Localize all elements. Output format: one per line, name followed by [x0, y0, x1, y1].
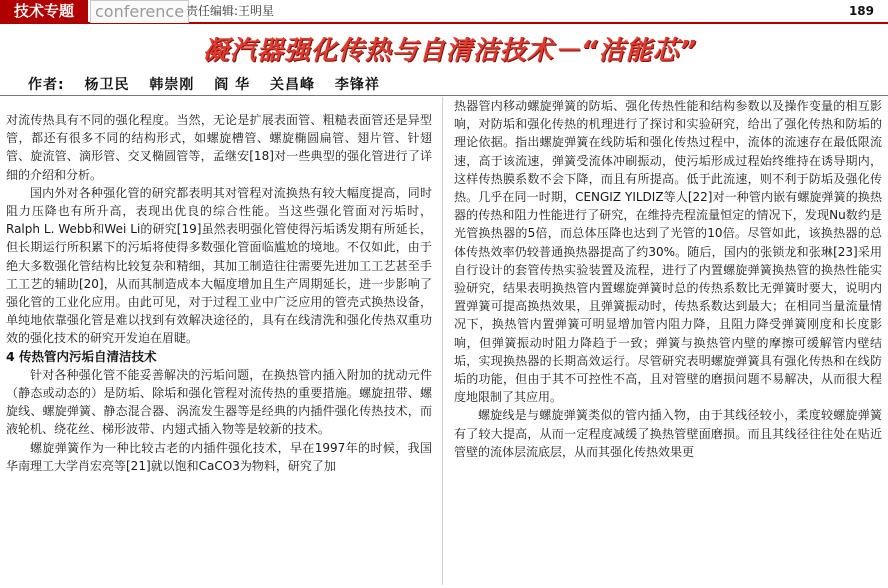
paragraph: 国内外对各种强化管的研究都表明其对管程对流换热有较大幅度提高，同时阻力压降也有所升高，表现出优良的综合性能。当这些强化管面对污垢时，Ralph L. Webb和Wei Li的研究[19]虽然表明强化管使得污垢诱发期有所延长，但长期运行所积累下的污垢将使得多数强化管面临尴尬的境地。不仅如此，由于绝大多数强化管结构比较复杂和精细，其加工制造往往需要先进加工工艺甚至手工工艺的辅助[20]，从而其制造成本大幅度增加且生产周期延长，进一步影响了强化管的工业化应用。由此可见，对于过程工业中广泛应用的管壳式换热设备，单纯地依靠强化管是难以找到有效解决途径的，具有在线清洗和强化传热双重功效的强化技术的研究开发迫在眉睫。: [6, 185, 432, 346]
author-name: 阎 华: [214, 77, 251, 93]
author-name: 关昌峰: [269, 77, 315, 93]
left-column: [6, 111, 432, 475]
paragraph: 对流传热具有不同的强化程度。当然，无论是扩展表面管、粗糙表面管还是异型管，都还有很多不同的结构形式，如螺旋槽管、螺旋椭圆扁管、翅片管、针翅管、旋流管、滴形管、交叉椭圆管等，孟继安[18]对一些典型的强化管进行了详细的介绍和分析。: [6, 113, 432, 182]
page-header: [0, 0, 888, 24]
article-title: 凝汽器强化传热与自清洁技术－“洁能芯”: [202, 36, 698, 66]
paragraph: 热器管内移动螺旋弹簧的防垢、强化传热性能和结构参数以及操作变量的相互影响，对防垢和强化传热的机理进行了探讨和实验研究，给出了强化传热和防垢的理论依据。指出螺旋弹簧在线防垢和强化传热过程中，流体的流速存在最低限流速，高于该流速，弹簧受流体冲刷振动，使污垢形成过程始终维持在诱导期内，这样传热膜系数不会下降，而且有所提高。低于此流速，则不利于防垢及强化传热。几乎在同一时期，CENGIZ YILDIZ等人[22]对一种管内嵌有螺旋弹簧的换热器的传热和阻力性能进行了研究，在维持壳程流量恒定的情况下，发现Nu数约是光管换热器的5倍，而总体压降也达到了光管的10倍。尽管如此，该换热器的总体传热效率仍较普通换热器提高了约30%。随后，国内的张锁龙和张琳[23]采用自行设计的套管传热实验装置及流程，进行了内置螺旋弹簧换热管的换热性能实验研究，结果表明换热管内置螺旋弹簧时总的传热系数比无弹簧时要大，说明内置弹簧可提高换热效果，且弹簧振动时，传热系数达到最大；在相同当量流量情况下，换热管内置弹簧可明显增加管内阻力降，且阻力降受弹簧刚度和长度影响，但弹簧振动时阻力降趋于一致；弹簧与换热管内壁的摩擦可缓解管内壁结垢，实现换热器的长期高效运行。尽管研究表明螺旋弹簧具有强化传热和在线防垢的功能，但由于其不可控性不高，且对管壁的磨损问题不易解决，从而很大程度地限制了其应用。: [454, 99, 882, 405]
conference-label: conference: [90, 0, 189, 23]
paragraph: 螺旋弹簧作为一种比较古老的内插件强化技术，早在1997年的时候，我国华南理工大学肖宏亮等[21]就以饱和CaCO3为物料，研究了加: [6, 440, 432, 473]
header-rule: [0, 95, 888, 96]
paragraph: 针对各种强化管不能妥善解决的污垢问题，在换热管内插入附加的扰动元件（静态或动态的）是防垢、除垢和强化管程对流传热的重要措施。螺旋扭带、螺旋线、螺旋弹簧、静态混合器、涡流发生器等是经典的内插件强化传热技术，而液轮机、绕花丝、梯形波带、内翅式插入物等是较新的技术。: [6, 367, 432, 437]
paragraph: 螺旋线是与螺旋弹簧类似的管内插入物，由于其线径较小，柔度较螺旋弹簧有了较大提高，从而一定程度减缓了换热管壁面磨损。而且其线径往往处在贴近管壁的流体层流底层，从而其强化传热效果更: [454, 408, 882, 459]
column-divider: [442, 97, 443, 585]
page-number: 189: [848, 4, 874, 18]
author-name: 韩崇刚: [149, 77, 195, 93]
authors-label: 作者:: [28, 77, 65, 93]
author-name: 李锋祥: [334, 77, 380, 93]
section-heading: 4 传热管内污垢自清洁技术: [6, 348, 157, 364]
editor-credit: 责任编辑:王明星: [186, 4, 275, 18]
section-tag: 技术专题: [0, 0, 88, 22]
author-line: [28, 74, 394, 94]
right-column: [454, 97, 882, 461]
author-name: 杨卫民: [84, 77, 130, 93]
